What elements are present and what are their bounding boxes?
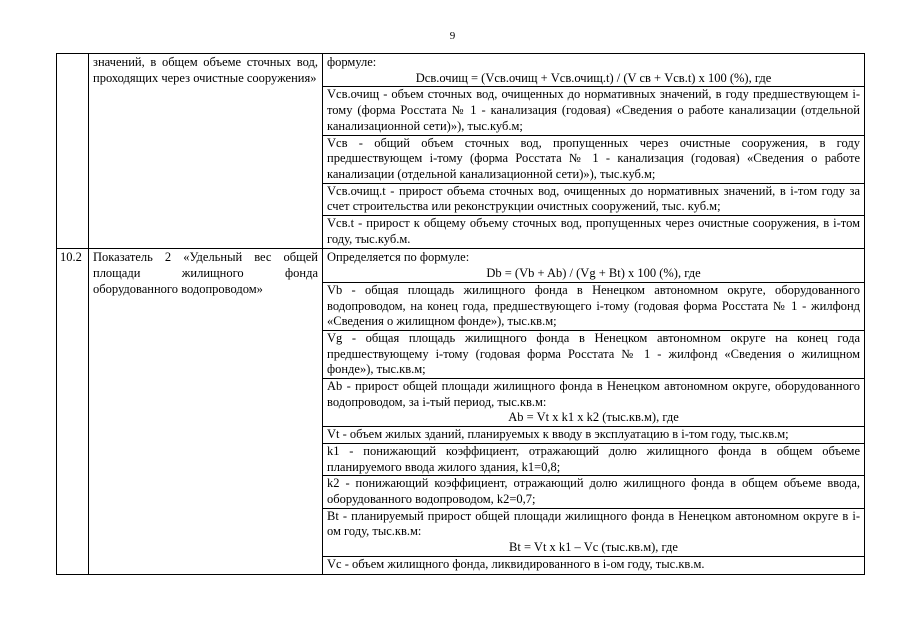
definition: Vt - объем жилых зданий, планируемых к вводу в эксплуатацию в i-том году, тыс.кв.м;	[327, 427, 789, 442]
row-number: 10.2	[57, 249, 89, 574]
definition: Vсв.t - прирост к общему объему сточных вод, пропущенных через очистные сооружения, в i-том году, тыс.куб.м.	[327, 216, 860, 246]
formula: Dсв.очищ = (Vсв.очищ + Vсв.очищ.t) / (V св + Vсв.t) х 100 (%), где	[415, 70, 772, 85]
definition: Vсв.очищ.t - прирост объема сточных вод, очищенных до нормативных значений, в i-том году за счет строительства или реконструкции очистных сооружений, тыс. куб.м;	[327, 183, 860, 214]
definition-block	[323, 443, 864, 475]
definition-block	[323, 215, 864, 247]
definition: Vg - общая площадь жилищного фонда в Ненецком автономном округе на конец года предшествующему i-тому (годовая форма Росстата № 1 - жилфонд «Сведения о жилищном фонде»), тыс.кв.м;	[327, 330, 860, 377]
definition-block	[323, 183, 864, 215]
formula-block	[323, 250, 864, 281]
definition: Vсв.очищ - объем сточных вод, очищенных до нормативных значений, в году предшествующем i-тому (форма Росстата № 1 - канализация (годовая) «Сведения о работе канализации (отдельной канализационной сети)»), тыс.куб.м;	[327, 87, 860, 133]
definition-block	[323, 86, 864, 134]
definition-block	[323, 282, 864, 330]
formula-block	[323, 55, 864, 86]
definition: Ab - прирост общей площади жилищного фонда в Ненецком автономном округе, оборудованного водопроводом, за i-тый период, тыс.кв.м:	[327, 379, 860, 409]
definition-block	[323, 556, 864, 573]
table-row	[57, 54, 865, 249]
definition-block	[323, 508, 864, 556]
formula-intro: Определяется по формуле:	[327, 250, 470, 265]
formula: Db = (Vb + Ab) / (Vg + Bt) х 100 (%), где	[486, 266, 701, 281]
indicator-name	[89, 54, 323, 249]
row-number	[57, 54, 89, 249]
definition-block	[323, 426, 864, 443]
definition: Vсв - общий объем сточных вод, пропущенных через очистные сооружения, в году предшествующем i-тому (форма Росстата № 1 - канализация (годовая) «Сведения о работе канализации (отдельной канализационной сети)»), тыс.куб.м;	[327, 135, 860, 181]
definition-block	[323, 330, 864, 378]
formula: Ab = Vt х k1 х k2 (тыс.кв.м), где	[508, 410, 679, 425]
indicator-name-text: значений, в общем объеме сточных вод, проходящих через очистные сооружения»	[93, 55, 318, 85]
calculation-method	[323, 249, 865, 574]
definition: Bt - планируемый прирост общей площади жилищного фонда в Ненецком автономном округе в i-ом году, тыс.кв.м:	[327, 508, 860, 539]
definition: Vc - объем жилищного фонда, ликвидированного в i-ом году, тыс.кв.м.	[327, 556, 705, 571]
definition: k2 - понижающий коэффициент, отражающий долю жилищного фонда в общем объеме ввода, оборудованного водопроводом, k2=0,7;	[327, 476, 860, 506]
formula: Bt = Vt х k1 – Vc (тыс.кв.м), где	[509, 540, 678, 555]
indicator-name	[89, 249, 323, 574]
page-number: 9	[449, 30, 456, 42]
indicators-table	[56, 53, 865, 575]
definition-block	[323, 135, 864, 183]
definition-block	[323, 475, 864, 507]
calculation-method	[323, 54, 865, 249]
formula-intro: формуле:	[327, 55, 377, 69]
definition: Vb - общая площадь жилищного фонда в Ненецком автономном округе, оборудованного водопроводом, на конец года, предшествующего i-тому (годовая форма Росстата № 1 - жилфонд «Сведения о жилищном фонде»), тыс.кв.м;	[327, 282, 860, 329]
table-row	[57, 249, 865, 574]
definition: k1 - понижающий коэффициент, отражающий долю жилищного фонда в общем объеме планируемого ввода жилого здания, k1=0,8;	[327, 443, 860, 474]
definition-block	[323, 378, 864, 426]
indicator-name-text: Показатель 2 «Удельный вес общей площади жилищного фонда оборудованного водопроводом»	[93, 250, 318, 296]
